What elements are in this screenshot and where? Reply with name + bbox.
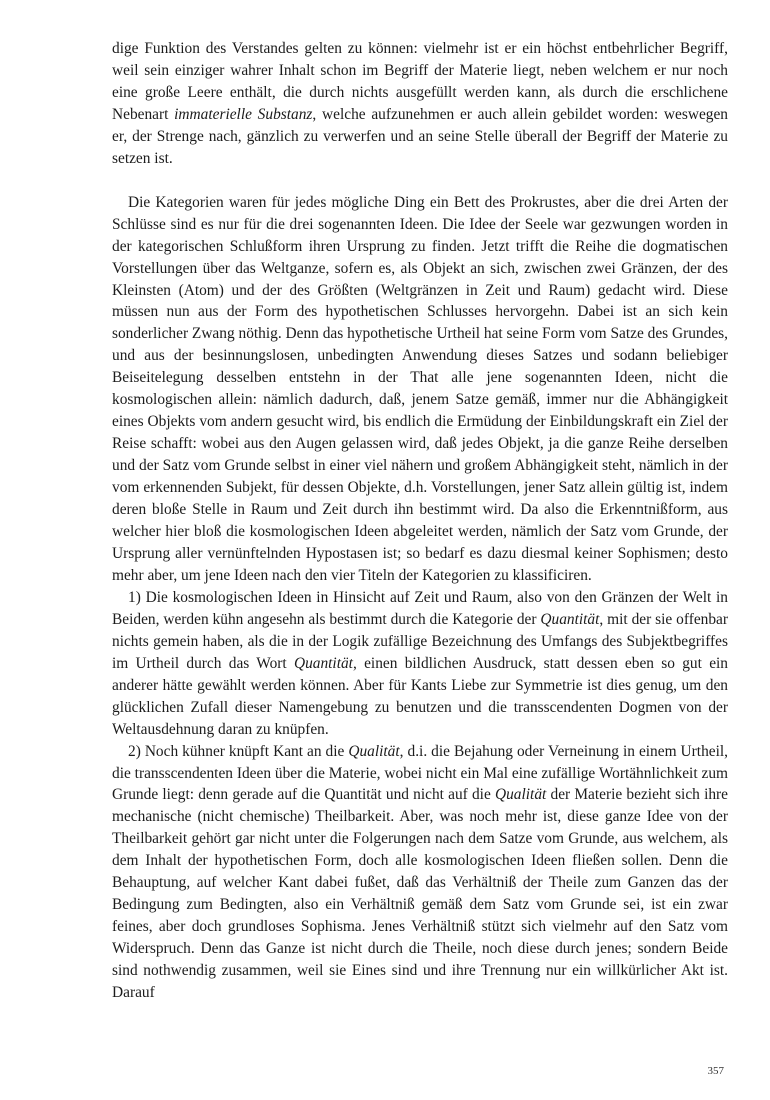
- text-run: , welche aufzunehmen er auch allein gebildet worden: weswegen er, der Strenge nach, gänzlich zu verwerfen und an seine Stelle überall der Begriff der Materie zu setzen ist.: [112, 105, 728, 167]
- text-run: 1) Die kosmologischen Ideen in Hinsicht auf Zeit und Raum, also von den Gränzen der Welt in Beiden, werden kühn angesehn als bestimmt durch die Kategorie der: [112, 588, 728, 628]
- italic-term: Quantität: [540, 610, 600, 628]
- italic-term: Qualität: [495, 786, 547, 804]
- italic-term: Quantität: [293, 654, 353, 672]
- text-run: dige Funktion des Verstandes gelten zu können: vielmehr ist er ein höchst entbehrlicher Begriff, weil sein einziger wahrer Inhalt schon im Begriff der Materie liegt, neben welchem er nur noch eine große Leere enthält, die durch nichts ausgefüllt werden kann, als durch die erschlichene Nebenart: [112, 40, 728, 123]
- italic-term: immaterielle Substanz: [174, 105, 313, 123]
- text-run: 2) Noch kühner knüpft Kant an die: [128, 742, 349, 760]
- text-run: der Materie bezieht sich ihre mechanische (nicht chemische) Theilbarkeit. Aber, was noch mehr ist, diese ganze Idee von der Theilbarkeit gehört gar nicht unter die Folgerungen nach dem Satze vom Grunde, aus welchem, als dem Inhalt der hypothetischen Form, doch alle kosmologischen Ideen fließen sollen. Denn die Behauptung, auf welcher Kant dabei fußet, daß das Verhältniß der Theile zum Ganzen das der Bedingung zum Bedingten, also ein Verhältniß gemäß dem Satz vom Grunde sei, ist ein zwar feines, aber doch grundloses Sophisma. Jenes Verhältniß stützt sich vielmehr auf den Satz vom Widerspruch. Denn das Ganze ist nicht durch die Theile, noch diese durch jenes; sondern Beide sind nothwendig zusammen, weil sie Eines sind und ihre Trennung nur ein willkürlicher Akt ist. Darauf: [112, 786, 728, 1002]
- paragraph-3: [112, 587, 728, 741]
- paragraph-1: [112, 38, 728, 170]
- paragraph-gap: [112, 170, 728, 192]
- paragraph-2: [112, 192, 728, 587]
- page-body: [112, 38, 728, 1004]
- text-run: , d.i. die Bejahung oder Verneinung in einem Urtheil, die transscendenten Ideen über die Materie, wobei nicht ein Mal eine zufällige Wortähnlichkeit zum Grunde liegt: denn gerade auf die Quantität und nicht auf die: [112, 742, 728, 804]
- page-number: 357: [707, 1065, 724, 1077]
- text-run: , einen bildlichen Ausdruck, statt dessen eben so gut ein anderer hätte gewählt werden können. Aber für Kants Liebe zur Symmetrie ist dies genug, um den glücklichen Zufall dieser Namengebung zu benutzen und die transscendenten Dogmen von der Weltausdehnung daran zu knüpfen.: [112, 654, 728, 738]
- paragraph-4: [112, 741, 728, 1004]
- text-run: , mit der sie offenbar nichts gemein haben, als die in der Logik zufällige Bezeichnung des Umfangs des Subjektbegriffes im Urtheil durch das Wort: [112, 610, 728, 672]
- italic-term: Qualität: [348, 742, 400, 760]
- text-run: Die Kategorien waren für jedes mögliche Ding ein Bett des Prokrustes, aber die drei Arten der Schlüsse sind es nur für die drei sogenannten Ideen. Die Idee der Seele war gezwungen worden in der kategorischen Schlußform ihren Ursprung zu finden. Jetzt trifft die Reihe die dogmatischen Vorstellungen über das Weltganze, sofern es, als Objekt an sich, zwischen zwei Gränzen, der des Kleinsten (Atom) und der des Größten (Weltgränzen in Zeit und Raum) gedacht wird. Diese müssen nun aus der Form des hypothetischen Schlusses hervorgehn. Dabei ist an sich kein sonderlicher Zwang nöthig. Denn das hypothetische Urtheil hat seine Form vom Satze des Grundes, und aus der besinnungslosen, unbedingten Anwendung dieses Satzes und sodann beliebiger Beiseitelegung desselben entstehn in der That alle jene sogenannten Ideen, nicht die kosmologischen allein: nämlich dadurch, daß, jenem Satze gemäß, immer nur die Abhängigkeit eines Objekts vom andern gesucht wird, bis endlich die Ermüdung der Einbildungskraft ein Ziel der Reise schafft: wobei aus den Augen gelassen wird, daß jedes Objekt, ja die ganze Reihe derselben und der Satz vom Grunde selbst in einer viel nähern und großem Abhängigkeit steht, nämlich in der vom erkennenden Subjekt, für dessen Objekte, d.h. Vorstellungen, jener Satz allein gültig ist, indem deren bloße Stelle in Raum und Zeit durch ihn bestimmt wird. Da also die Erkenntnißform, aus welcher hier bloß die kosmologischen Ideen abgeleitet werden, nämlich der Satz vom Grunde, der Ursprung aller vernünftelnden Hypostasen ist; so bedarf es dazu diesmal keiner Sophismen; desto mehr aber, um jene Ideen nach den vier Titeln der Kategorien zu klassificiren.: [112, 193, 728, 584]
